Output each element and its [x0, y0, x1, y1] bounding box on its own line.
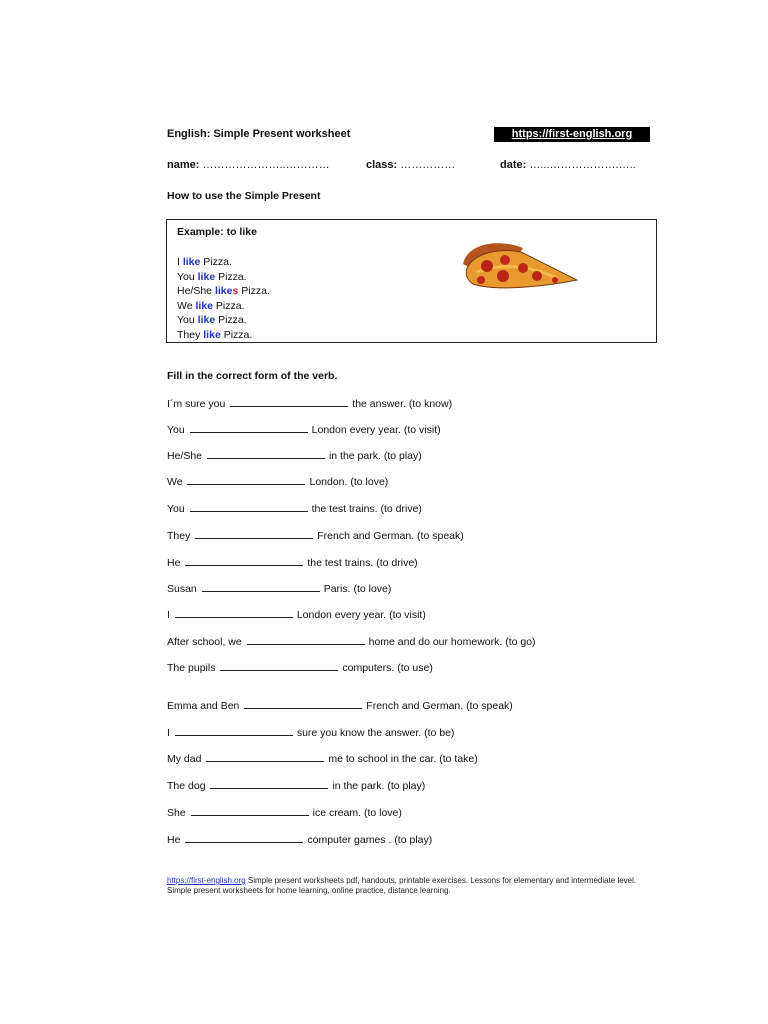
- example-subject: You: [177, 270, 198, 283]
- exercise-prompt-end: Paris. (to love): [323, 583, 392, 595]
- example-verb: like: [182, 256, 201, 268]
- answer-blank[interactable]: [185, 556, 303, 566]
- example-object: Pizza.: [220, 328, 253, 341]
- exercise-prompt-start: I: [167, 727, 170, 739]
- exercise-prompt-start: He: [167, 557, 181, 569]
- exercise-row: [167, 726, 454, 739]
- example-verb: like: [197, 314, 216, 327]
- exercise-prompt-end: computers. (to use): [342, 662, 433, 674]
- exercise-prompt-end: London every year. (to visit): [296, 609, 426, 621]
- instructions: Fill in the correct form of the verb.: [167, 370, 338, 382]
- example-line: [177, 299, 270, 314]
- exercise-prompt-end: French and German. (to speak): [317, 530, 464, 542]
- example-verb: like: [195, 299, 213, 312]
- answer-blank[interactable]: [185, 833, 303, 843]
- exercise-prompt-end: in the park. (to play): [328, 450, 422, 462]
- example-object: Pizza.: [238, 285, 270, 298]
- exercise-prompt-start: I´m sure you: [167, 398, 226, 410]
- exercise-prompt-start: They: [167, 530, 191, 542]
- exercise-prompt-start: After school, we: [167, 636, 242, 648]
- exercise-prompt-start: He/She: [167, 450, 203, 462]
- date-label: date:: [500, 159, 527, 171]
- name-field: [167, 159, 330, 171]
- example-object: Pizza.: [213, 299, 245, 312]
- exercise-row: [167, 502, 422, 515]
- answer-blank[interactable]: [175, 608, 293, 618]
- example-verb: like: [214, 285, 233, 298]
- exercise-row: [167, 475, 388, 488]
- example-subject: You: [177, 314, 198, 327]
- exercise-row: [167, 779, 425, 792]
- exercise-row: [167, 752, 478, 765]
- class-dots: ……………: [400, 159, 456, 171]
- exercise-row: [167, 635, 536, 648]
- exercise-row: [167, 833, 432, 846]
- example-verb-suffix: s: [232, 285, 239, 298]
- example-object: Pizza.: [215, 314, 247, 327]
- exercise-row: [167, 397, 452, 410]
- example-line: [177, 328, 270, 343]
- exercise-prompt-start: My dad: [167, 753, 202, 765]
- example-subject: We: [177, 299, 196, 312]
- example-line: [177, 270, 270, 285]
- example-object: Pizza.: [200, 256, 232, 268]
- exercise-prompt-end: French and German. (to speak): [366, 700, 513, 712]
- answer-blank[interactable]: [247, 635, 365, 645]
- worksheet-title: English: Simple Present worksheet: [167, 128, 351, 140]
- example-verb: like: [203, 328, 221, 341]
- exercise-row: [167, 529, 464, 542]
- example-subject: They: [177, 328, 204, 341]
- exercise-row: [167, 661, 433, 674]
- example-object: Pizza.: [215, 270, 247, 283]
- exercise-prompt-start: He: [167, 834, 181, 846]
- answer-blank[interactable]: [190, 423, 308, 433]
- exercise-prompt-start: You: [167, 424, 185, 436]
- exercise-prompt-start: The pupils: [167, 662, 216, 674]
- answer-blank[interactable]: [195, 529, 313, 539]
- exercise-prompt-end: ice cream. (to love): [312, 807, 402, 819]
- exercise-prompt-start: She: [167, 807, 186, 819]
- name-label: name:: [167, 159, 200, 171]
- name-dots: …………………..…………: [202, 159, 330, 171]
- answer-blank[interactable]: [230, 397, 348, 407]
- answer-blank[interactable]: [202, 582, 320, 592]
- example-line: [177, 313, 270, 328]
- exercise-prompt-end: computer games . (to play): [307, 834, 433, 846]
- footer-link[interactable]: https://first-english.org: [167, 876, 246, 885]
- example-title: Example: to like: [177, 226, 257, 238]
- example-verb: like: [197, 270, 216, 283]
- answer-blank[interactable]: [207, 449, 325, 459]
- exercise-row: [167, 699, 513, 712]
- answer-blank[interactable]: [187, 475, 305, 485]
- answer-blank[interactable]: [175, 726, 293, 736]
- answer-blank[interactable]: [206, 752, 324, 762]
- section-heading: How to use the Simple Present: [167, 190, 321, 202]
- example-subject: I: [177, 256, 183, 268]
- example-lines: [177, 255, 270, 343]
- exercise-prompt-end: the answer. (to know): [352, 398, 453, 410]
- example-box: [166, 219, 657, 343]
- exercise-row: [167, 806, 402, 819]
- exercise-row: [167, 449, 422, 462]
- example-line: [177, 255, 270, 270]
- exercise-prompt-end: me to school in the car. (to take): [328, 753, 478, 765]
- exercise-prompt-end: sure you know the answer. (to be): [296, 727, 455, 739]
- exercise-prompt-start: We: [167, 476, 183, 488]
- answer-blank[interactable]: [191, 806, 309, 816]
- exercise-prompt-end: London every year. (to visit): [311, 424, 441, 436]
- exercise-prompt-start: Emma and Ben: [167, 700, 240, 712]
- footer-note: [167, 876, 647, 896]
- answer-blank[interactable]: [210, 779, 328, 789]
- exercise-prompt-end: the test trains. (to drive): [307, 557, 418, 569]
- class-field: [366, 159, 455, 171]
- class-label: class:: [366, 159, 398, 171]
- footer-text: Simple present worksheets pdf, handouts, printable exercises. Lessons for elementary and intermediate level. Simple present worksheets for home learning, online practice, distance learning.: [167, 876, 637, 895]
- exercise-prompt-start: Susan: [167, 583, 197, 595]
- exercise-prompt-end: home and do our homework. (to go): [368, 636, 536, 648]
- answer-blank[interactable]: [190, 502, 308, 512]
- answer-blank[interactable]: [244, 699, 362, 709]
- exercise-prompt-end: in the park. (to play): [332, 780, 426, 792]
- exercise-prompt-end: the test trains. (to drive): [311, 503, 422, 515]
- date-dots: …...……………….…..: [529, 159, 636, 171]
- exercise-row: [167, 608, 426, 621]
- date-field: [500, 159, 636, 171]
- exercise-row: [167, 423, 441, 436]
- exercise-prompt-start: I: [167, 609, 170, 621]
- answer-blank[interactable]: [220, 661, 338, 671]
- example-subject: He/She: [177, 285, 215, 298]
- exercise-row: [167, 582, 391, 595]
- exercise-prompt-start: You: [167, 503, 185, 515]
- exercise-prompt-end: London. (to love): [309, 476, 389, 488]
- site-url-link[interactable]: https://first-english.org: [494, 127, 650, 142]
- example-line: [177, 284, 270, 299]
- pizza-slice-image: [457, 234, 581, 298]
- exercise-prompt-start: The dog: [167, 780, 206, 792]
- exercise-row: [167, 556, 418, 569]
